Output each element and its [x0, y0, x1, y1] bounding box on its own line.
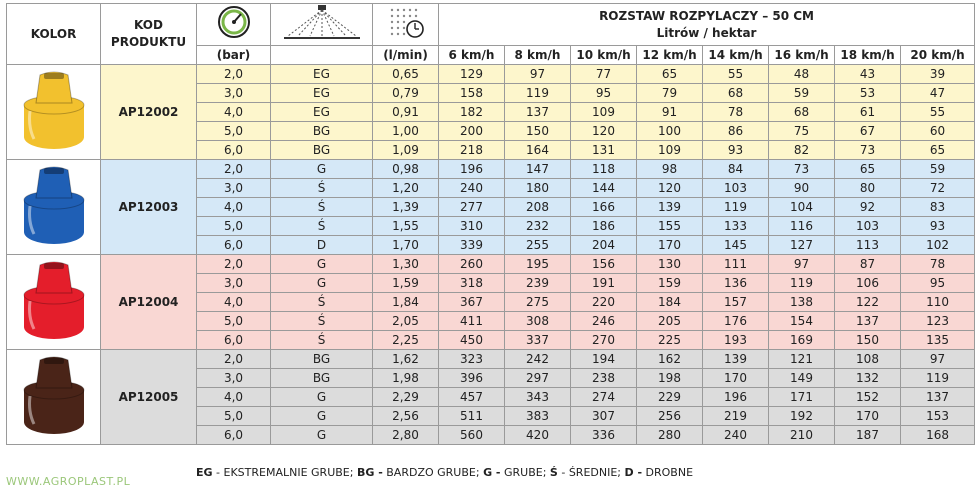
flow-cell: 1,62	[373, 350, 439, 369]
pressure-cell: 6,0	[197, 141, 271, 160]
rate-cell: 65	[901, 141, 975, 160]
droplet-cell: Ś	[271, 179, 373, 198]
rate-cell: 367	[439, 293, 505, 312]
rate-cell: 336	[571, 426, 637, 445]
flow-cell: 1,70	[373, 236, 439, 255]
rate-cell: 97	[505, 65, 571, 84]
pressure-cell: 5,0	[197, 312, 271, 331]
flow-cell: 0,91	[373, 103, 439, 122]
rate-cell: 238	[571, 369, 637, 388]
rate-cell: 79	[637, 84, 703, 103]
droplet-cell: D	[271, 236, 373, 255]
rate-cell: 396	[439, 369, 505, 388]
droplet-cell: G	[271, 160, 373, 179]
rate-cell: 68	[703, 84, 769, 103]
flow-cell: 2,05	[373, 312, 439, 331]
droplet-cell: Ś	[271, 331, 373, 350]
rate-cell: 121	[769, 350, 835, 369]
pressure-cell: 5,0	[197, 122, 271, 141]
speed-header: 8 km/h	[505, 46, 571, 65]
rate-cell: 242	[505, 350, 571, 369]
rate-cell: 82	[769, 141, 835, 160]
rate-cell: 91	[637, 103, 703, 122]
flow-cell: 1,84	[373, 293, 439, 312]
pressure-cell: 4,0	[197, 293, 271, 312]
rate-cell: 97	[901, 350, 975, 369]
droplet-cell: BG	[271, 122, 373, 141]
rate-cell: 97	[769, 255, 835, 274]
rate-cell: 260	[439, 255, 505, 274]
rate-cell: 92	[835, 198, 901, 217]
rate-cell: 147	[505, 160, 571, 179]
rate-cell: 162	[637, 350, 703, 369]
rate-cell: 77	[571, 65, 637, 84]
rate-cell: 240	[439, 179, 505, 198]
rate-cell: 194	[571, 350, 637, 369]
rate-cell: 104	[769, 198, 835, 217]
flow-cell: 0,79	[373, 84, 439, 103]
rate-cell: 450	[439, 331, 505, 350]
pressure-cell: 6,0	[197, 426, 271, 445]
flow-cell: 1,09	[373, 141, 439, 160]
legend-text: BARDZO GRUBE;	[382, 466, 484, 479]
rate-cell: 111	[703, 255, 769, 274]
pressure-cell: 6,0	[197, 236, 271, 255]
rate-cell: 150	[835, 331, 901, 350]
droplet-cell: G	[271, 255, 373, 274]
flow-cell: 2,80	[373, 426, 439, 445]
rate-cell: 95	[901, 274, 975, 293]
rate-cell: 61	[835, 103, 901, 122]
rate-cell: 145	[703, 236, 769, 255]
rate-cell: 138	[769, 293, 835, 312]
rate-cell: 87	[835, 255, 901, 274]
rate-cell: 297	[505, 369, 571, 388]
website-url: WWW.AGROPLAST.PL	[6, 475, 131, 488]
flow-cell: 0,65	[373, 65, 439, 84]
header-kod	[101, 4, 197, 65]
legend-abbr: G -	[483, 466, 501, 479]
rate-cell: 60	[901, 122, 975, 141]
rate-cell: 78	[901, 255, 975, 274]
rate-cell: 73	[835, 141, 901, 160]
pressure-cell: 2,0	[197, 65, 271, 84]
rate-cell: 229	[637, 388, 703, 407]
rate-cell: 132	[835, 369, 901, 388]
rate-cell: 204	[571, 236, 637, 255]
flow-cell: 1,30	[373, 255, 439, 274]
legend-text: DROBNE	[642, 466, 694, 479]
rate-cell: 90	[769, 179, 835, 198]
legend-abbr: BG -	[356, 466, 383, 479]
rate-cell: 68	[769, 103, 835, 122]
rate-cell: 84	[703, 160, 769, 179]
rate-cell: 157	[703, 293, 769, 312]
rate-cell: 187	[835, 426, 901, 445]
rate-cell: 113	[835, 236, 901, 255]
legend-abbr: Ś	[549, 466, 558, 479]
rate-cell: 80	[835, 179, 901, 198]
rate-cell: 102	[901, 236, 975, 255]
rate-cell: 55	[901, 103, 975, 122]
pressure-cell: 3,0	[197, 274, 271, 293]
rate-cell: 274	[571, 388, 637, 407]
flow-cell: 1,55	[373, 217, 439, 236]
rate-cell: 170	[835, 407, 901, 426]
rate-cell: 108	[835, 350, 901, 369]
pressure-cell: 3,0	[197, 369, 271, 388]
rate-cell: 67	[835, 122, 901, 141]
unit-drop	[271, 46, 373, 65]
rate-cell: 208	[505, 198, 571, 217]
rate-cell: 186	[571, 217, 637, 236]
legend-abbr: D -	[624, 466, 643, 479]
rate-cell: 383	[505, 407, 571, 426]
rate-cell: 137	[505, 103, 571, 122]
rate-cell: 65	[637, 65, 703, 84]
rate-cell: 256	[637, 407, 703, 426]
rate-cell: 158	[439, 84, 505, 103]
rate-cell: 270	[571, 331, 637, 350]
rate-cell: 220	[571, 293, 637, 312]
pressure-cell: 5,0	[197, 407, 271, 426]
rate-cell: 118	[571, 160, 637, 179]
droplet-cell: BG	[271, 369, 373, 388]
rate-cell: 196	[703, 388, 769, 407]
pressure-gauge-icon	[197, 4, 271, 46]
droplet-cell: Ś	[271, 217, 373, 236]
header-rozstaw: ROZSTAW ROZPYLACZY – 50 CM	[599, 8, 815, 23]
pressure-cell: 2,0	[197, 255, 271, 274]
rate-cell: 153	[901, 407, 975, 426]
nozzle-image	[7, 65, 101, 160]
legend-text: GRUBE;	[500, 466, 550, 479]
nozzle-image	[7, 255, 101, 350]
rate-cell: 156	[571, 255, 637, 274]
nozzle-image	[7, 350, 101, 445]
rate-cell: 119	[901, 369, 975, 388]
unit-lmin: (l/min)	[373, 46, 439, 65]
droplet-cell: G	[271, 274, 373, 293]
pressure-cell: 3,0	[197, 179, 271, 198]
table-row	[7, 160, 975, 179]
rate-cell: 119	[703, 198, 769, 217]
rate-cell: 119	[769, 274, 835, 293]
rate-cell: 47	[901, 84, 975, 103]
rate-cell: 133	[703, 217, 769, 236]
table-row	[7, 350, 975, 369]
rate-cell: 48	[769, 65, 835, 84]
rate-cell: 275	[505, 293, 571, 312]
rate-cell: 169	[769, 331, 835, 350]
product-code: AP12002	[101, 65, 197, 160]
pressure-cell: 2,0	[197, 350, 271, 369]
rate-cell: 171	[769, 388, 835, 407]
rate-cell: 95	[571, 84, 637, 103]
speed-header: 6 km/h	[439, 46, 505, 65]
speed-header: 20 km/h	[901, 46, 975, 65]
header-kod-line2: PRODUKTU	[110, 35, 187, 49]
product-code: AP12003	[101, 160, 197, 255]
rate-cell: 205	[637, 312, 703, 331]
droplet-cell: G	[271, 407, 373, 426]
rate-cell: 339	[439, 236, 505, 255]
rate-cell: 182	[439, 103, 505, 122]
spray-fan-icon	[271, 4, 373, 46]
rate-cell: 166	[571, 198, 637, 217]
header-litrow: Litrów / hektar	[656, 25, 757, 40]
rate-cell: 337	[505, 331, 571, 350]
pressure-cell: 5,0	[197, 217, 271, 236]
flow-cell: 1,00	[373, 122, 439, 141]
rate-cell: 136	[703, 274, 769, 293]
rate-cell: 195	[505, 255, 571, 274]
pressure-cell: 4,0	[197, 198, 271, 217]
rate-cell: 198	[637, 369, 703, 388]
rate-cell: 154	[769, 312, 835, 331]
rate-cell: 218	[439, 141, 505, 160]
flow-cell: 2,25	[373, 331, 439, 350]
rate-cell: 457	[439, 388, 505, 407]
product-code: AP12004	[101, 255, 197, 350]
rate-cell: 135	[901, 331, 975, 350]
rate-cell: 191	[571, 274, 637, 293]
flow-cell: 2,56	[373, 407, 439, 426]
legend-abbr: EG	[196, 466, 213, 479]
rate-cell: 73	[769, 160, 835, 179]
rate-cell: 110	[901, 293, 975, 312]
rate-cell: 170	[703, 369, 769, 388]
rate-cell: 144	[571, 179, 637, 198]
flow-cell: 1,20	[373, 179, 439, 198]
speed-header: 16 km/h	[769, 46, 835, 65]
header-spacing	[439, 4, 975, 46]
rate-cell: 232	[505, 217, 571, 236]
rate-cell: 308	[505, 312, 571, 331]
droplet-cell: Ś	[271, 312, 373, 331]
rate-cell: 219	[703, 407, 769, 426]
rate-cell: 155	[637, 217, 703, 236]
rate-cell: 310	[439, 217, 505, 236]
flow-rate-icon	[373, 4, 439, 46]
rate-cell: 159	[637, 274, 703, 293]
rate-cell: 119	[505, 84, 571, 103]
flow-cell: 1,98	[373, 369, 439, 388]
rate-cell: 39	[901, 65, 975, 84]
unit-bar: (bar)	[197, 46, 271, 65]
rate-cell: 100	[637, 122, 703, 141]
pressure-cell: 2,0	[197, 160, 271, 179]
rate-cell: 200	[439, 122, 505, 141]
rate-cell: 280	[637, 426, 703, 445]
rate-cell: 149	[769, 369, 835, 388]
rate-cell: 127	[769, 236, 835, 255]
speed-header: 12 km/h	[637, 46, 703, 65]
rate-cell: 193	[703, 331, 769, 350]
rate-cell: 196	[439, 160, 505, 179]
rate-cell: 560	[439, 426, 505, 445]
rate-cell: 120	[571, 122, 637, 141]
droplet-cell: EG	[271, 65, 373, 84]
rate-cell: 318	[439, 274, 505, 293]
rate-cell: 53	[835, 84, 901, 103]
rate-cell: 255	[505, 236, 571, 255]
table-row	[7, 255, 975, 274]
rate-cell: 129	[439, 65, 505, 84]
legend-text: - EKSTREMALNIE GRUBE;	[212, 466, 357, 479]
rate-cell: 98	[637, 160, 703, 179]
droplet-cell: BG	[271, 350, 373, 369]
rate-cell: 420	[505, 426, 571, 445]
rate-cell: 170	[637, 236, 703, 255]
rate-cell: 240	[703, 426, 769, 445]
droplet-cell: Ś	[271, 198, 373, 217]
flow-cell: 1,39	[373, 198, 439, 217]
rate-cell: 225	[637, 331, 703, 350]
rate-cell: 192	[769, 407, 835, 426]
rate-cell: 131	[571, 141, 637, 160]
pressure-cell: 4,0	[197, 388, 271, 407]
speed-header: 10 km/h	[571, 46, 637, 65]
rate-cell: 72	[901, 179, 975, 198]
rate-cell: 78	[703, 103, 769, 122]
nozzle-table	[6, 3, 975, 445]
rate-cell: 83	[901, 198, 975, 217]
header-kod-line1: KOD	[134, 18, 163, 32]
rate-cell: 411	[439, 312, 505, 331]
rate-cell: 55	[703, 65, 769, 84]
rate-cell: 137	[901, 388, 975, 407]
rate-cell: 109	[637, 141, 703, 160]
product-code: AP12005	[101, 350, 197, 445]
droplet-cell: EG	[271, 84, 373, 103]
rate-cell: 277	[439, 198, 505, 217]
rate-cell: 122	[835, 293, 901, 312]
nozzle-image	[7, 160, 101, 255]
rate-cell: 120	[637, 179, 703, 198]
rate-cell: 152	[835, 388, 901, 407]
rate-cell: 137	[835, 312, 901, 331]
flow-cell: 0,98	[373, 160, 439, 179]
rate-cell: 109	[571, 103, 637, 122]
speed-header: 18 km/h	[835, 46, 901, 65]
rate-cell: 180	[505, 179, 571, 198]
rate-cell: 343	[505, 388, 571, 407]
rate-cell: 210	[769, 426, 835, 445]
flow-cell: 2,29	[373, 388, 439, 407]
droplet-cell: G	[271, 388, 373, 407]
rate-cell: 168	[901, 426, 975, 445]
rate-cell: 59	[901, 160, 975, 179]
rate-cell: 93	[703, 141, 769, 160]
rate-cell: 59	[769, 84, 835, 103]
rate-cell: 103	[835, 217, 901, 236]
droplet-cell: BG	[271, 141, 373, 160]
rate-cell: 139	[637, 198, 703, 217]
rate-cell: 123	[901, 312, 975, 331]
rate-cell: 150	[505, 122, 571, 141]
rate-cell: 511	[439, 407, 505, 426]
droplet-cell: EG	[271, 103, 373, 122]
droplet-cell: Ś	[271, 293, 373, 312]
rate-cell: 139	[703, 350, 769, 369]
legend	[196, 466, 693, 479]
pressure-cell: 6,0	[197, 331, 271, 350]
rate-cell: 323	[439, 350, 505, 369]
rate-cell: 65	[835, 160, 901, 179]
rate-cell: 239	[505, 274, 571, 293]
rate-cell: 246	[571, 312, 637, 331]
rate-cell: 307	[571, 407, 637, 426]
rate-cell: 106	[835, 274, 901, 293]
rate-cell: 184	[637, 293, 703, 312]
rate-cell: 86	[703, 122, 769, 141]
rate-cell: 75	[769, 122, 835, 141]
legend-text: - ŚREDNIE;	[557, 466, 625, 479]
rate-cell: 176	[703, 312, 769, 331]
rate-cell: 130	[637, 255, 703, 274]
rate-cell: 103	[703, 179, 769, 198]
rate-cell: 164	[505, 141, 571, 160]
rate-cell: 116	[769, 217, 835, 236]
pressure-cell: 4,0	[197, 103, 271, 122]
table-row	[7, 65, 975, 84]
pressure-cell: 3,0	[197, 84, 271, 103]
speed-header: 14 km/h	[703, 46, 769, 65]
rate-cell: 93	[901, 217, 975, 236]
droplet-cell: G	[271, 426, 373, 445]
flow-cell: 1,59	[373, 274, 439, 293]
rate-cell: 43	[835, 65, 901, 84]
header-kolor: KOLOR	[7, 4, 101, 65]
